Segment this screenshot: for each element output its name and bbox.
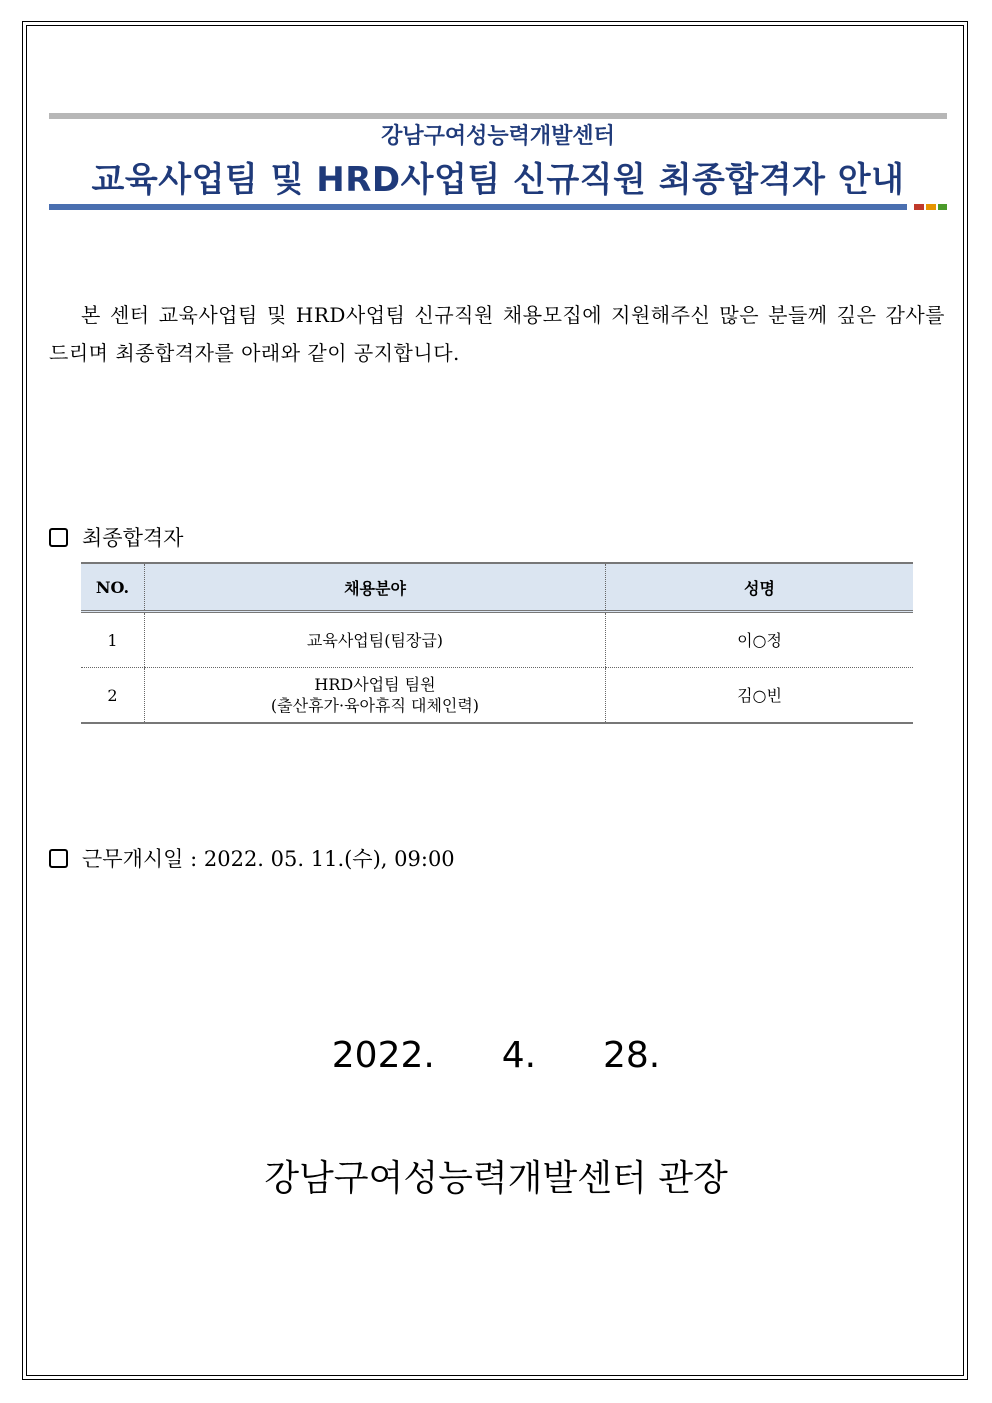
row-no: 1	[81, 612, 145, 668]
table-row	[81, 668, 913, 724]
row-field-cell	[145, 668, 606, 724]
row-name: 김○빈	[606, 668, 914, 724]
row-no: 2	[81, 668, 145, 724]
checkbox-icon	[49, 849, 68, 868]
row-field: HRD사업팀 팀원	[314, 675, 436, 694]
row-name: 이○정	[606, 612, 914, 668]
accent-red	[914, 204, 924, 210]
page-title: 교육사업팀 및 HRD사업팀 신규직원 최종합격자 안내	[91, 160, 905, 200]
finalists-section-heading	[49, 522, 183, 552]
notice-date: 2022. 4. 28.	[331, 1035, 661, 1076]
column-header-name: 성명	[606, 563, 914, 612]
header-bottom-rule	[49, 204, 907, 210]
signer: 강남구여성능력개발센터 관장	[264, 1158, 728, 1199]
intro-paragraph: 본 센터 교육사업팀 및 HRD사업팀 신규직원 채용모집에 지원해주신 많은 분들께 깊은 감사를 드리며 최종합격자를 아래와 같이 공지합니다.	[49, 303, 945, 365]
accent-orange	[926, 204, 936, 210]
column-header-no: NO.	[81, 563, 145, 612]
finalists-heading-label: 최종합격자	[82, 526, 184, 550]
table-row	[81, 612, 913, 668]
checkbox-icon	[49, 528, 68, 547]
table-header-row	[81, 563, 913, 612]
finalists-table	[81, 562, 913, 724]
start-date-section	[49, 843, 455, 873]
row-field: 교육사업팀(팀장급)	[145, 612, 606, 668]
column-header-field: 채용분야	[145, 563, 606, 612]
row-field-sub: (출산휴가·육아휴직 대체인력)	[270, 696, 480, 715]
accent-green	[938, 204, 947, 210]
organization-name: 강남구여성능력개발센터	[381, 124, 615, 149]
start-date-text: 근무개시일 : 2022. 05. 11.(수), 09:00	[82, 847, 455, 871]
